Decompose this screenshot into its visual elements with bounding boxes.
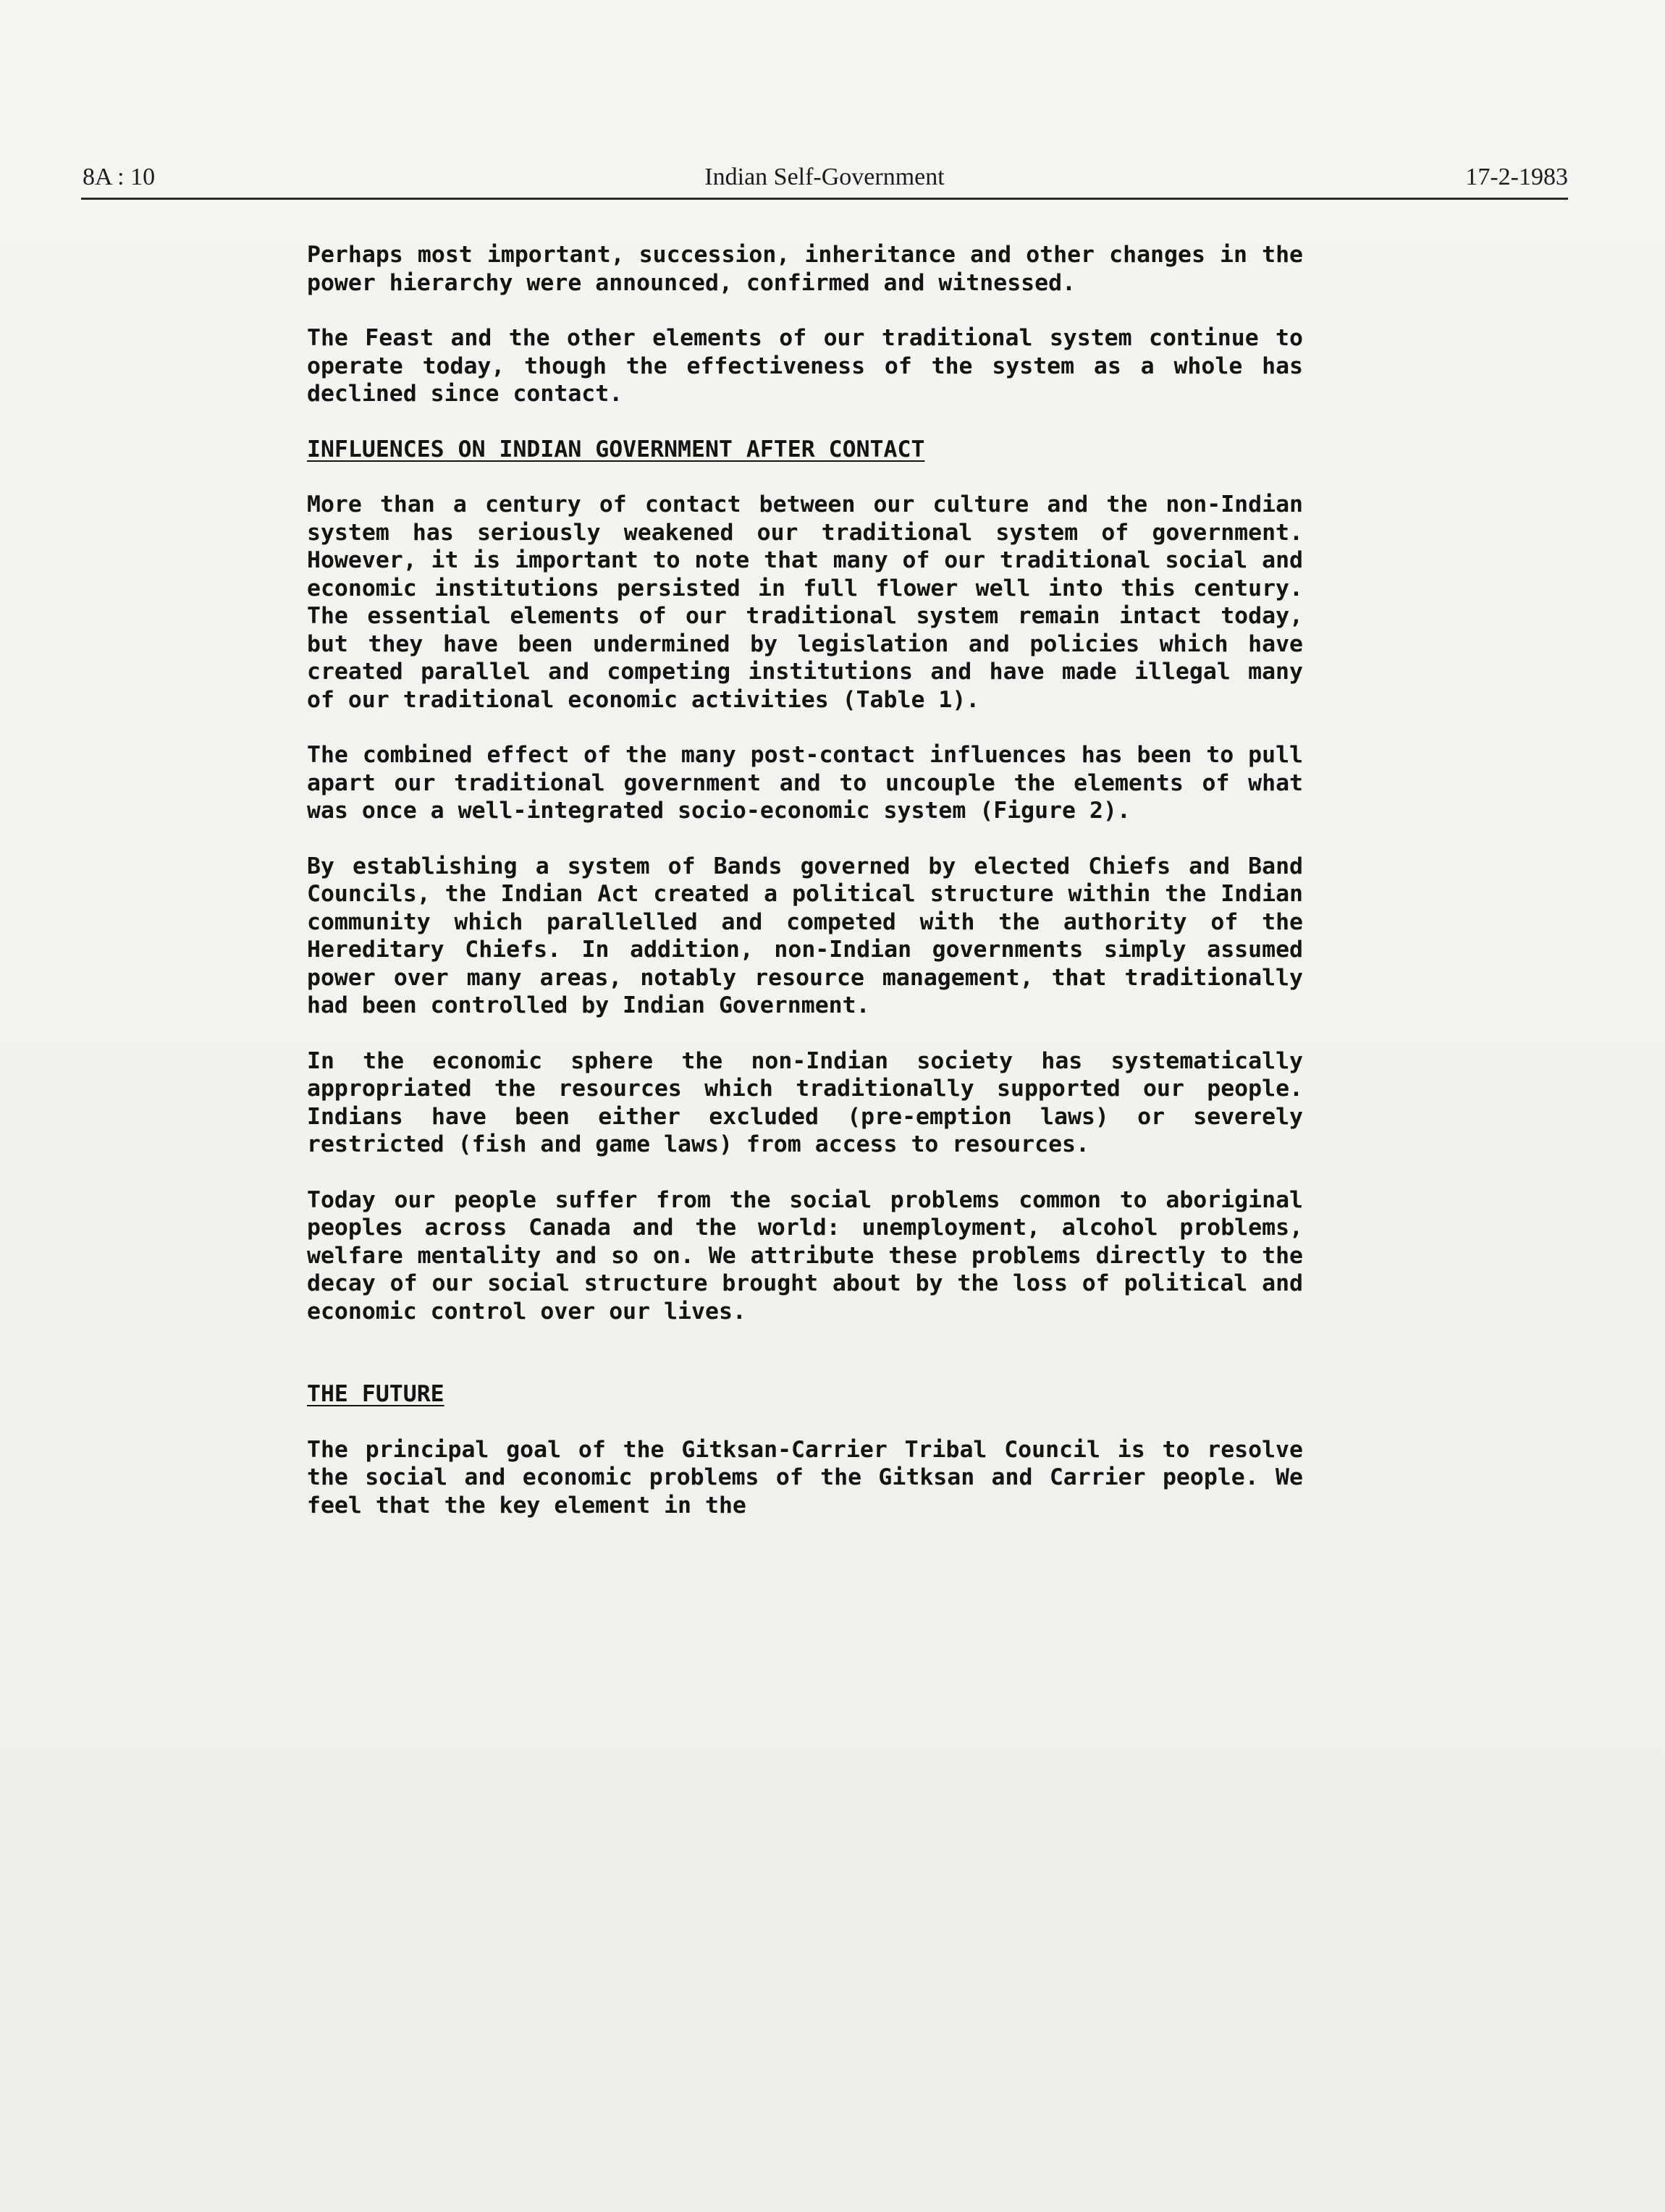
document-title: Indian Self-Government: [704, 164, 945, 190]
section-heading-future: THE FUTURE: [307, 1381, 444, 1407]
paragraph-succession: Perhaps most important, succession, inheritance and other changes in the power hierarchy were announced, confirmed and witnessed.: [307, 242, 1303, 296]
paragraph-century-contact: More than a century of contact between our culture and the non-Indian system has seriously weakened our traditional system of government. However, it is important to note that many of our traditional social and economic institutions persisted in full flower well into this century. The essential elements of our traditional system remain intact today, but they have been undermined by legislation and policies which have created parallel and competing institutions and have made illegal many of our traditional economic activities (Table 1).: [307, 491, 1303, 713]
paragraph-combined-effect: The combined effect of the many post-contact influences has been to pull apart our traditional government and to uncouple the elements of what was once a well-integrated socio-economic system (Figure 2).: [307, 742, 1303, 824]
paragraph-economic-sphere: In the economic sphere the non-Indian society has systematically appropriated the resources which traditionally supported our people. Indians have been either excluded (pre-emption laws) or severely restricted (fish and game laws) from access to resources.: [307, 1047, 1303, 1157]
section-spacer: [307, 1353, 1303, 1380]
body-text: [307, 241, 1303, 1547]
page-header: [81, 161, 1568, 197]
paragraph-bands: By establishing a system of Bands governed by elected Chiefs and Band Councils, the Indian Act created a political structure within the Indian community which parallelled and competed with the authority of the Hereditary Chiefs. In addition, non-Indian governments simply assumed power over many areas, notably resource management, that traditionally had been controlled by Indian Government.: [307, 853, 1303, 1018]
page-reference: 8A : 10: [83, 164, 156, 190]
document-date: 17-2-1983: [1465, 164, 1568, 190]
header-rule: [81, 198, 1568, 200]
paragraph-principal-goal: The principal goal of the Gitksan-Carrier Tribal Council is to resolve the social and economic problems of the Gitksan and Carrier people. We feel that the key element in the: [307, 1436, 1303, 1519]
paragraph-feast: The Feast and the other elements of our traditional system continue to operate today, though the effectiveness of the system as a whole has declined since contact.: [307, 325, 1303, 407]
section-heading-influences: INFLUENCES ON INDIAN GOVERNMENT AFTER CONTACT: [307, 436, 925, 463]
paragraph-social-problems: Today our people suffer from the social problems common to aboriginal peoples across Canada and the world: unemployment, alcohol problems, welfare mentality and so on. We attribute these problems directly to the decay of our social structure brought about by the loss of political and economic control over our lives.: [307, 1186, 1303, 1325]
